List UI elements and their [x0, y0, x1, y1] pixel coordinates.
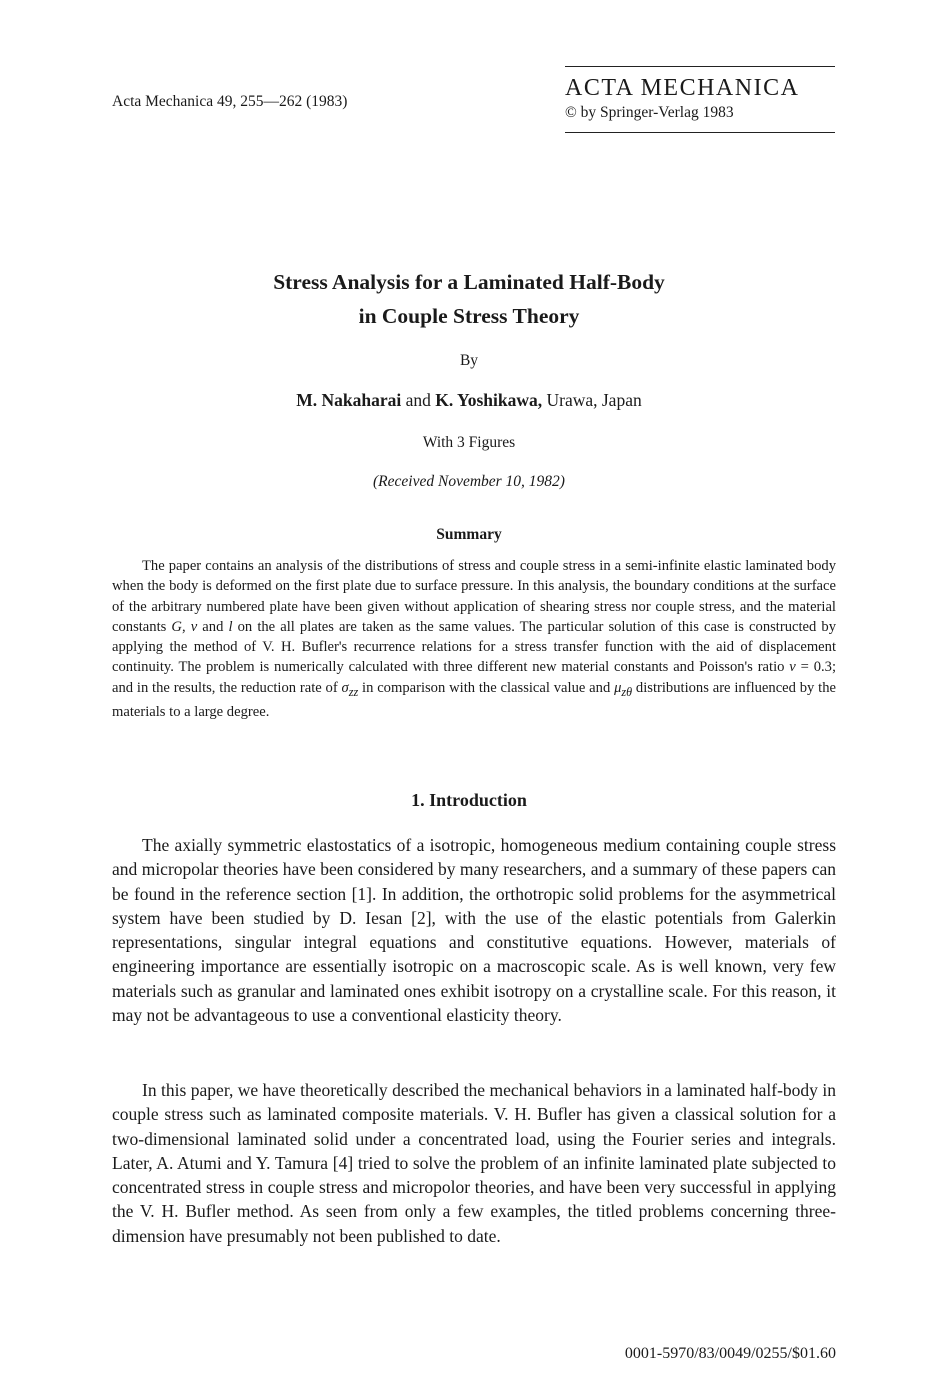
masthead-bottom-rule — [565, 132, 835, 133]
paper-title-line-1: Stress Analysis for a Laminated Half-Body — [273, 270, 665, 294]
introduction-paragraph: In this paper, we have theoretically described the mechanical behaviors in a laminated half-body in couple stress such as laminated composite materials. V. H. Bufler has given a classical solution for a two-dimensional laminated solid under a concentrated load, using the Fourier series and integrals. Later, A. Atumi and Y. Tamura [4] tried to solve the problem of an infinite laminated plate subjected to concentrated stress in couple stress and micropolor theories, and have been very successful in applying the V. H. Bufler method. As seen from only a few examples, the titled problems concerning three-dimension have presumably not been published to date. — [112, 1080, 836, 1246]
figures-note: With 3 Figures — [422, 434, 516, 451]
masthead-top-rule — [565, 66, 835, 67]
math-symbol: G — [171, 618, 182, 635]
math-subscript: zθ — [621, 684, 633, 699]
math-symbol: μ — [614, 679, 622, 696]
summary-text-segment: in comparison with the classical value and — [358, 679, 615, 696]
by-label: By — [459, 352, 479, 369]
author-name: M. Nakaharai — [296, 390, 402, 410]
summary-text-segment: distributions are influenced by the materials to a large degree. — [112, 679, 837, 720]
copyright-notice: © by Springer-Verlag 1983 — [565, 104, 734, 121]
math-symbol: ν — [789, 659, 796, 676]
summary-text-segment: = 0.3; and in the results, the reduction rate of — [112, 659, 837, 696]
received-date: (Received November 10, 1982) — [373, 473, 565, 490]
author-line — [0, 390, 938, 411]
journal-name: ACTA MECHANICA — [565, 75, 800, 101]
math-symbol: l — [228, 618, 233, 635]
author-name: K. Yoshikawa, — [435, 390, 543, 410]
summary-text — [112, 556, 836, 722]
article-identifier: 0001-5970/83/0049/0255/$01.60 — [624, 1345, 836, 1362]
section-heading-introduction: 1. Introduction — [411, 790, 527, 810]
introduction-paragraph: The axially symmetric elastostatics of a isotropic, homogeneous medium containing couple stress and micropolar theories have been considered by many researchers, and a summary of these papers can be found in the reference section [1]. In addition, the orthotropic solid problems for the asymmetrical system have been studied by D. Iesan [2], with the use of the elastic potentials from Galerkin representations, singular integral equations and constitutive equations. However, materials of engineering importance are essentially isotropic on a macroscopic scale. As is well known, very few materials such as granular and laminated ones exhibit isotropy on a crystalline scale. For this reason, it may not be advantageous to use a conventional elasticity theory. — [112, 835, 836, 1026]
math-symbol: ν — [190, 618, 198, 635]
math-symbol: σ — [341, 679, 349, 696]
author-affiliation: Urawa, Japan — [546, 390, 642, 410]
journal-citation: Acta Mechanica 49, 255—262 (1983) — [112, 93, 348, 110]
summary-text-segment: , — [181, 618, 191, 635]
paper-title-line-2: in Couple Stress Theory — [358, 304, 580, 328]
summary-text-segment: The paper contains an analysis of the distributions of stress and couple stress in a semi-infinite elastic laminated body when the body is deformed on the first plate due to surface pressure. In this analysis, the boundary conditions at the surface of the arbitrary numbered plate have been given without application of shearing stress nor couple stress, and the material constants — [112, 558, 836, 635]
math-subscript: zz — [348, 684, 359, 699]
journal-masthead — [565, 66, 835, 133]
summary-text-segment: on the all plates are taken as the same values. The particular solution of this case is constructed by applying the method of V. H. Bufler's recurrence relations for a stress transfer function with the aid of displacement continuity. The problem is numerically calculated with three different new material constants and Poisson's ratio — [112, 618, 837, 676]
summary-text-segment: and — [197, 618, 229, 635]
summary-heading: Summary — [436, 526, 502, 543]
author-conjunction: and — [405, 390, 431, 410]
